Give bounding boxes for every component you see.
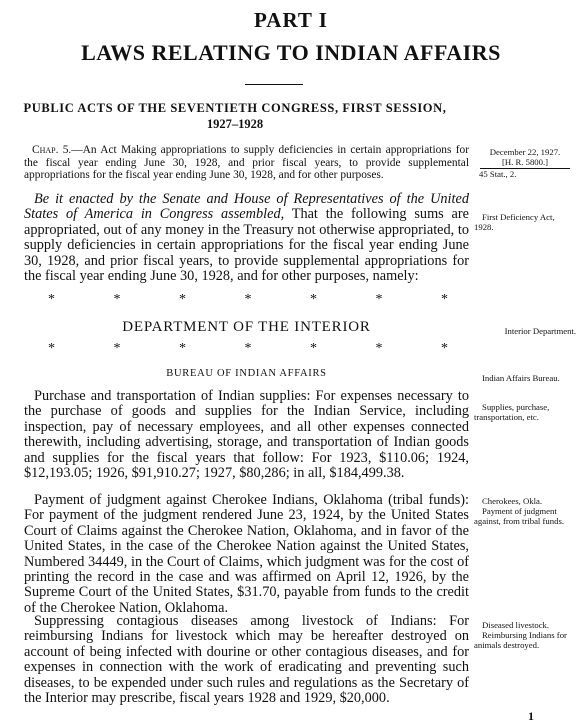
star: *	[244, 292, 252, 307]
session-years: 1927–1928	[206, 117, 264, 131]
margin-note-cherokees: Cherokees, Okla.	[482, 496, 543, 506]
document-title: LAWS RELATING TO INDIAN AFFAIRS	[81, 40, 501, 65]
star: *	[113, 292, 121, 307]
margin-note-supplies: Supplies, purchase, transportation, etc.	[474, 402, 550, 422]
margin-statute: 45 Stat., 2.	[479, 169, 517, 179]
public-acts-heading: PUBLIC ACTS OF THE SEVENTIETH CONGRESS, FIRST SESSION,	[23, 101, 447, 115]
section-omission-stars	[48, 292, 448, 308]
title-divider	[245, 84, 303, 85]
enacting-formula: Be it enacted by the Senate and House of Representatives of the United States of America in Congress assembled,	[24, 191, 469, 223]
chapter-intro	[24, 144, 469, 182]
supplies-paragraph: Purchase and transportation of Indian supplies: For expenses necessary to the purchase of goods and supplies for the Indian Service, including inspection, pay of necessary employees, and all other expenses connected therewith, including advertising, storage, and transportation of Indian goods and supplies for the fiscal years that follow: For 1923, $110.06; 1924, $12,193.05; 1926, $91,910.27; 1927, $80,286; in all, $184,499.38.	[24, 388, 469, 482]
margin-date: December 22, 1927.	[489, 147, 561, 157]
cherokee-paragraph: Payment of judgment against Cherokee Indians, Oklahoma (tribal funds): For payment of the judgment rendered June 23, 1924, by the United States Court of Claims against the Cherokee Nation, Oklahoma, and in favor of the United States, in the case of the Cherokee Nation against the United States, Numbered 34449, in the Court of Claims, which judgment was for the cost of printing the record in the case and was affirmed on April 12, 1926, by the Supreme Court of the United States, $31.70, payable from funds to the credit of the Cherokee Nation, Oklahoma.	[24, 492, 469, 616]
section-omission-stars	[48, 341, 448, 357]
department-heading: DEPARTMENT OF THE INTERIOR	[122, 319, 371, 335]
margin-bill-number: [H. R. 5800.]	[480, 157, 570, 169]
bureau-heading: BUREAU OF INDIAN AFFAIRS	[166, 368, 327, 379]
chapter-text: 5.—An Act Making appropriations to supply deficiencies in certain appropriations for the fiscal year ending June 30, 1928, and prior fiscal years, to provide supplemental appropriations for the fiscal year ending June 30, 1928, and for other purposes.	[24, 144, 469, 182]
margin-note-diseased: Diseased livestock.	[482, 620, 550, 630]
margin-note-interior: Interior Department.	[504, 326, 576, 336]
margin-note-indian-bureau: Indian Affairs Bureau.	[482, 373, 560, 383]
star: *	[310, 292, 317, 307]
livestock-paragraph: Suppressing contagious diseases among livestock of Indians: For reimbursing Indians for livestock which may be hereafter destroyed on account of being infected with dourine or other contagious diseases, and for expenses in connection with the work of eradicating and preventing such diseases, to be expended under such rules and regulations as the Secretary of the Interior may prescribe, fiscal years 1928 and 1929, $20,000.	[24, 613, 469, 707]
enacting-clause	[24, 192, 469, 284]
star: *	[244, 341, 252, 356]
star: *	[375, 341, 383, 356]
chapter-label: Chap.	[32, 144, 59, 156]
margin-note-bill	[474, 147, 576, 179]
star: *	[48, 292, 55, 307]
star: *	[441, 292, 448, 307]
margin-note-reimbursing: Reimbursing Indians for animals destroyed.	[474, 630, 567, 650]
margin-note-payment-judgment: Payment of judgment against, from tribal funds.	[474, 506, 564, 526]
margin-note-first-deficiency: First Deficiency Act, 1928.	[474, 212, 555, 232]
star: *	[375, 292, 383, 307]
star: *	[441, 341, 448, 356]
star: *	[179, 292, 186, 307]
page-number: 1	[528, 709, 534, 723]
star: *	[113, 341, 121, 356]
star: *	[48, 341, 55, 356]
star: *	[310, 341, 317, 356]
enacting-text: That the following sums are appropriated, out of any money in the Treasury not otherwise appropriated, to supply deficiencies in certain appropriations for the fiscal year ending June 30, 1928, and prior fiscal years, to provide supplemental appropriations for the fiscal year ending June 30, 1928, and for other purposes, namely:	[24, 206, 469, 285]
star: *	[179, 341, 186, 356]
part-heading: PART I	[254, 8, 328, 32]
